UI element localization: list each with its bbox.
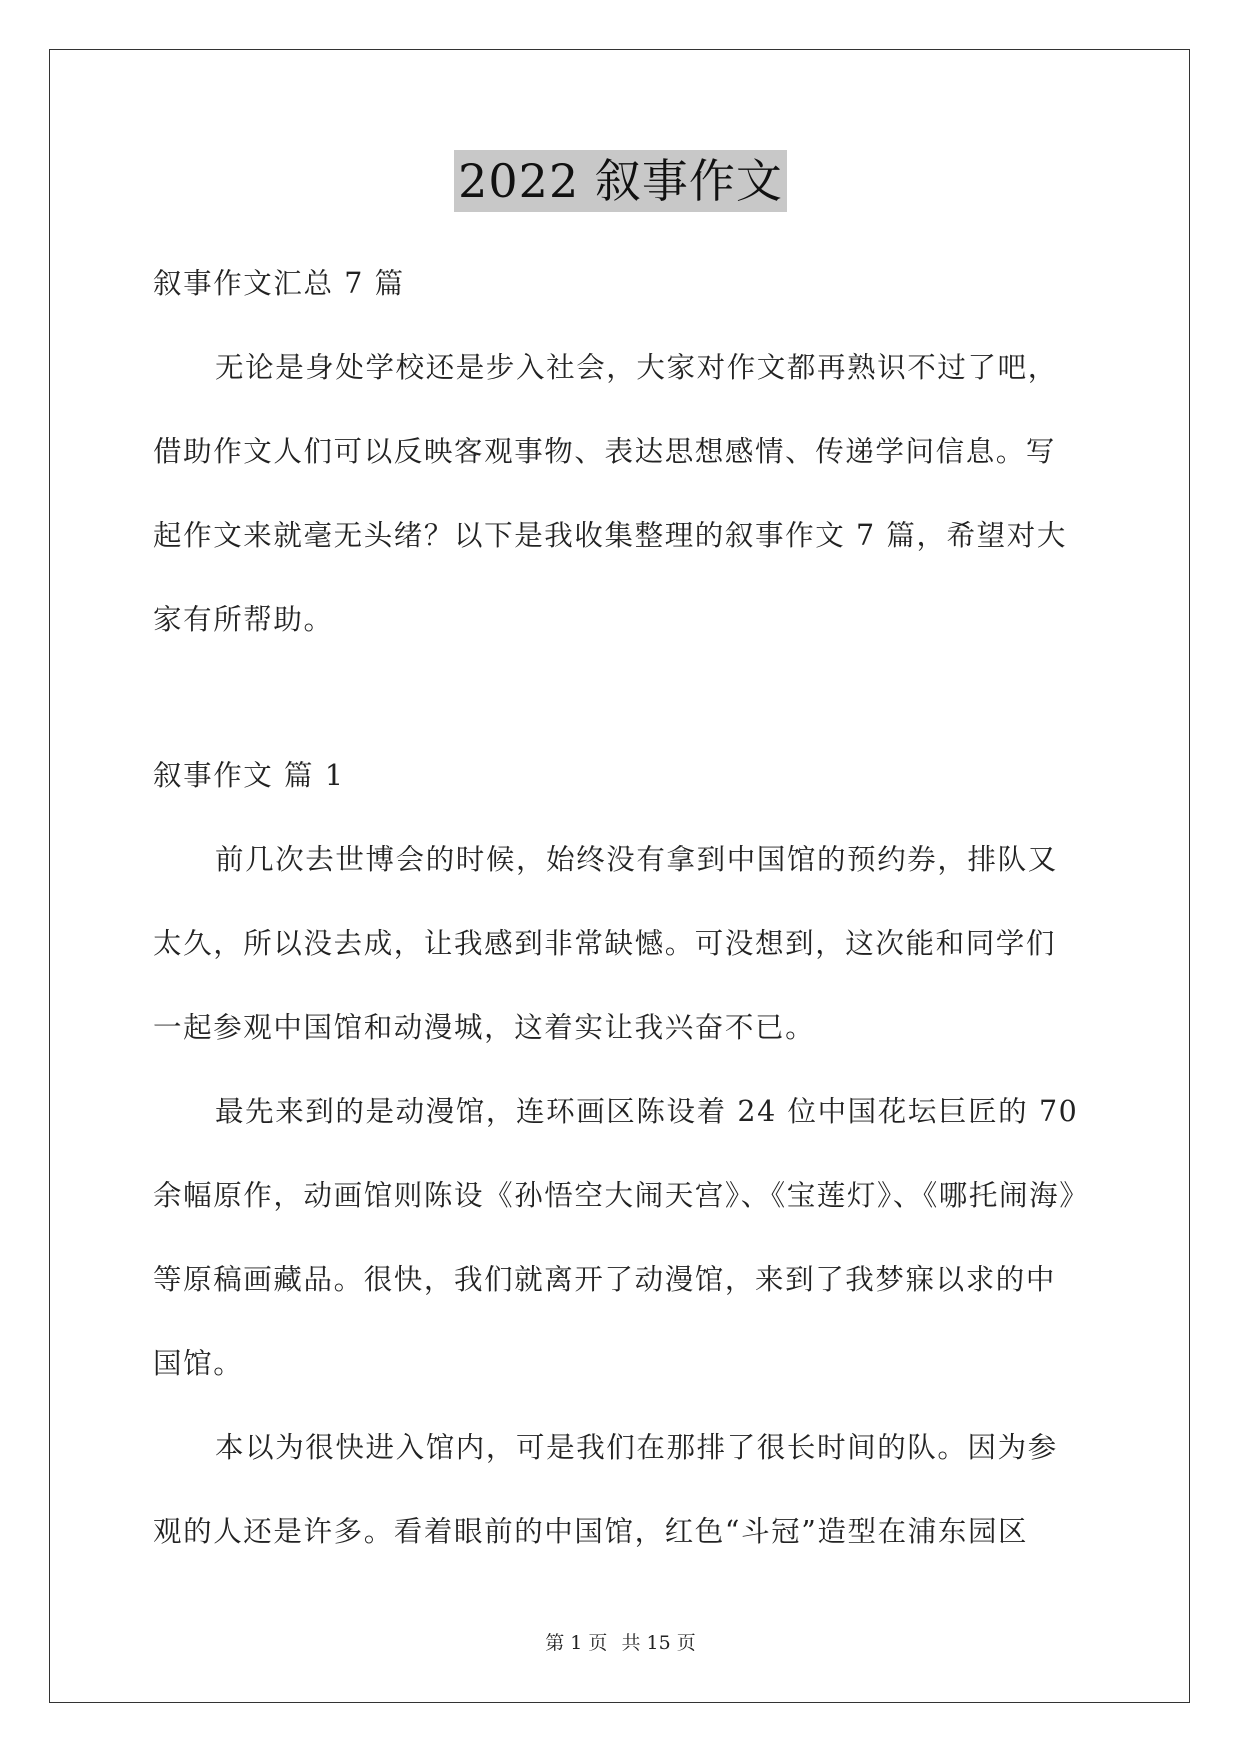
document-title [0,150,1241,217]
intro-line: 无论是身处学校还是步入社会，大家对作文都再熟识不过了吧， [215,351,1058,384]
section-heading: 叙事作文 篇 1 [153,759,345,792]
page-number: 第 1 页 [545,1632,608,1654]
paragraph-line: 观的人还是许多。看着眼前的中国馆，红色“斗冠”造型在浦东园区 [153,1515,1029,1548]
paragraph-line: 国馆。 [153,1347,244,1380]
document-body [153,242,1093,1574]
paragraph-line: 前几次去世博会的时候，始终没有拿到中国馆的预约券，排队又 [215,843,1058,876]
intro-line: 家有所帮助。 [153,603,334,636]
paragraph-line: 余幅原作，动画馆则陈设《孙悟空大闹天宫》、《宝莲灯》、《哪托闹海》 [153,1179,1090,1212]
intro-line: 借助作文人们可以反映客观事物、表达思想感情、传递学问信息。写 [153,435,1057,468]
paragraph-line: 本以为很快进入馆内，可是我们在那排了很长时间的队。因为参 [215,1431,1058,1464]
section-spacer [153,662,1093,734]
page-footer [0,1628,1241,1655]
document-title-text: 2022 叙事作文 [454,150,787,212]
document-subtitle: 叙事作文汇总 7 篇 [153,267,405,300]
paragraph-line: 等原稿画藏品。很快，我们就离开了动漫馆，来到了我梦寐以求的中 [153,1263,1057,1296]
page-total: 共 15 页 [621,1632,696,1654]
paragraph-line: 一起参观中国馆和动漫城，这着实让我兴奋不已。 [153,1011,816,1044]
intro-line: 起作文来就毫无头绪？以下是我收集整理的叙事作文 7 篇，希望对大 [153,519,1067,552]
paragraph-line: 太久，所以没去成，让我感到非常缺憾。可没想到，这次能和同学们 [153,927,1057,960]
paragraph-line: 最先来到的是动漫馆，连环画区陈设着 24 位中国花坛巨匠的 70 [215,1095,1079,1128]
